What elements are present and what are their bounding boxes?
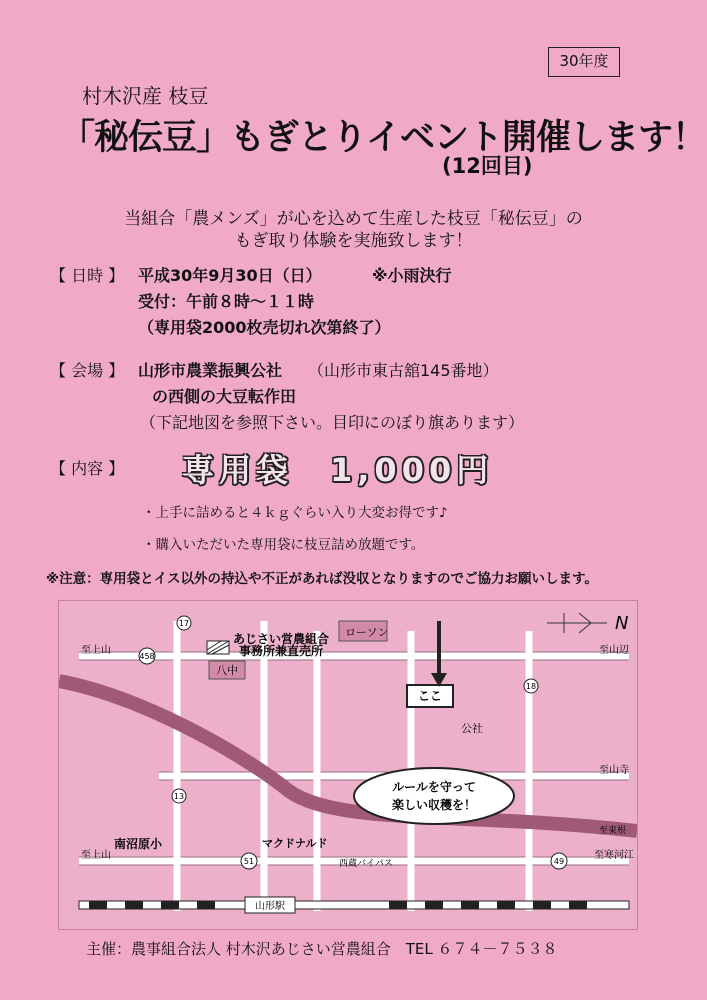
venue-note: （下記地図を参照下さい。目印にのぼり旗あります） <box>140 413 525 432</box>
minaminumahara-label: 南沼原小 <box>114 837 163 851</box>
to-kamiyama-top: 至上山 <box>81 645 111 656</box>
venue-address: （山形市東古舘145番地） <box>308 361 499 380</box>
to-yamadera: 至山寺 <box>599 765 629 776</box>
speech-line-2: 楽しい収穫を！ <box>391 798 477 812</box>
venue-label: 【 会場 】 <box>50 361 125 380</box>
office-label-1: あじさい営農組合 <box>232 632 330 646</box>
route-51-label: 51 <box>243 857 255 866</box>
reception-note: （専用袋2000枚売切れ次第終了） <box>138 318 391 337</box>
office-label-2: 事務所兼直売所 <box>238 644 324 658</box>
speech-line-1: ルールを守って <box>392 780 476 794</box>
route-18-label: 18 <box>525 682 537 691</box>
lawson-label: ローソン <box>345 626 389 639</box>
route-17-label: 17 <box>178 619 190 628</box>
date-label: 【 日時 】 <box>50 266 125 285</box>
to-sagae: 至寒河江 <box>594 850 634 861</box>
warning-note: ※注意：専用袋とイス以外の持込や不正があれば没収となりますのでご協力お願いします。 <box>46 571 598 587</box>
venue-field: の西側の大豆転作田 <box>152 387 297 406</box>
subtitle: 村木沢産 枝豆 <box>82 84 209 108</box>
venue-name: 山形市農業振興公社 <box>138 361 283 380</box>
kousha-label: 公社 <box>461 722 483 735</box>
north-icon: N <box>615 613 629 634</box>
bullet-2: ・購入いただいた専用袋に枝豆詰め放題です。 <box>142 537 425 553</box>
bypass-label: 西蔵バイパス <box>339 859 393 869</box>
to-yamanobe: 至山辺 <box>599 645 629 656</box>
mcdonalds-label: マクドナルド <box>262 837 328 850</box>
route-49-label: 49 <box>553 857 565 866</box>
route-458-label: 458 <box>139 652 155 661</box>
content-label: 【 内容 】 <box>50 459 125 478</box>
hachinaka-label: 八中 <box>216 664 238 677</box>
to-higashine: 至東根 <box>599 826 627 836</box>
reception-time: 受付：午前８時～１１時 <box>138 292 315 311</box>
route-13-label: 13 <box>173 792 185 801</box>
intro-line-1: 当組合「農メンズ」が心を込めて生産した枝豆「秘伝豆」の <box>124 209 583 229</box>
bullet-1: ・上手に詰めると４ｋｇぐらい入り大変お得です♪ <box>142 505 448 521</box>
access-map <box>58 600 638 930</box>
station-label: 山形駅 <box>255 901 285 912</box>
price: 専用袋 1,000円 <box>182 451 494 489</box>
speech-bubble <box>354 768 514 824</box>
event-count: (12回目) <box>442 154 533 178</box>
organizer-info: 主催：農事組合法人 村木沢あじさい営農組合 TEL ６７４－７５３８ <box>86 940 558 958</box>
date-note: ※小雨決行 <box>372 266 452 285</box>
date-value: 平成30年9月30日（日） <box>138 266 322 285</box>
intro-line-2: もぎ取り体験を実施致します！ <box>234 231 473 251</box>
here-marker: ここ <box>417 689 443 703</box>
page-title: 「秘伝豆」もぎとりイベント開催します！ <box>60 118 707 158</box>
year-badge: 30年度 <box>548 47 620 77</box>
map-graphic <box>59 601 637 929</box>
to-kamiyama-bottom: 至上山 <box>81 850 111 861</box>
